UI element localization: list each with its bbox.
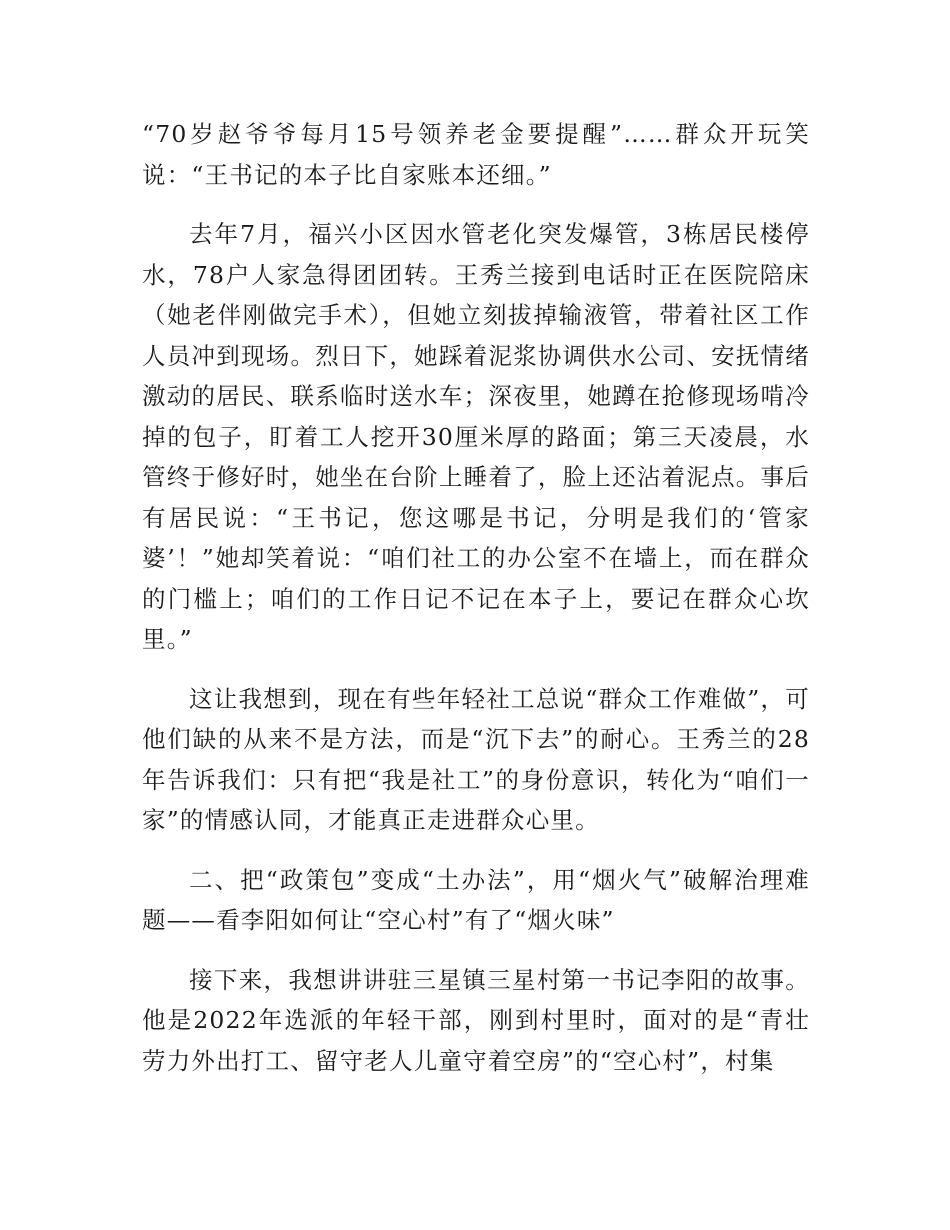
document-body [142, 114, 810, 1100]
paragraph-li-yang-story: 接下来，我想讲讲驻三星镇三星村第一书记李阳的故事。他是2022年选派的年轻干部，刚到村里时，面对的是“青壮劳力外出打工、留守老人儿童守着空房”的“空心村”，村集 [142, 965, 810, 1075]
paragraph-continuation: “70岁赵爷爷每月15号领养老金要提醒”……群众开玩笑说：“王书记的本子比自家账本还细。” [142, 120, 810, 189]
section-heading-two: 二、把“政策包”变成“土办法”，用“烟火气”破解治理难题——看李阳如何让“空心村”有了“烟火味” [142, 865, 810, 934]
paragraph-water-pipe-story: 去年7月，福兴小区因水管老化突发爆管，3栋居民楼停水，78户人家急得团团转。王秀兰接到电话时正在医院陪床（她老伴刚做完手术），但她立刻拔掉输液管，带着社区工作人员冲到现场。烈日下，她踩着泥浆协调供水公司、安抚情绪激动的居民、联系临时送水车；深夜里，她蹲在抢修现场啃冷掉的包子，盯着工人挖开30厘米厚的路面；第三天凌晨，水管终于修好时，她坐在台阶上睡着了，脸上还沾着泥点。事后有居民说：“王书记，您这哪是书记，分明是我们的‘管家婆’！”她却笑着说：“咱们社工的办公室不在墙上，而在群众的门槛上；咱们的工作日记不记在本子上，要记在群众心坎里。” [142, 220, 810, 653]
paragraph-reflection: 这让我想到，现在有些年轻社工总说“群众工作难做”，可他们缺的从来不是方法，而是“沉下去”的耐心。王秀兰的28年告诉我们：只有把“我是社工”的身份意识，转化为“咱们一家”的情感认同，才能真正走进群众心里。 [142, 684, 810, 834]
